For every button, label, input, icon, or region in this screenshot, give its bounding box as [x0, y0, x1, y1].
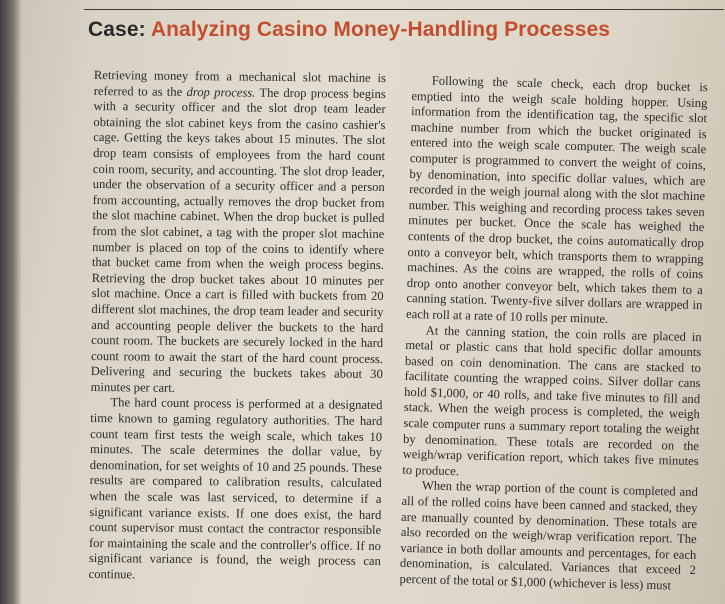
left-column	[89, 68, 386, 586]
page-binding-shadow	[0, 0, 22, 604]
case-label: Case:	[88, 18, 151, 41]
paragraph-text: Retrieving money from a mechanical slot machine is referred to as the	[93, 68, 386, 99]
paragraph-canning-station: At the canning station, the coin rolls are placed in metal or plastic cans that hold specific dollar amounts based on coin denomination. The cans are stacked to facilitate counting the wrapped coins. Silver dollar cans hold $1,000, or 40 rolls, and take five minutes to fill and stack. When the weigh process is completed, the weigh scale computer runs a summary report totaling the weight by denomination. These totals are recorded on the weigh/wrap verification report, which takes five minutes to produce.	[402, 322, 702, 479]
paragraph-text: The drop process begins with a security officer and the slot drop team leader obtaining the slot cabinet keys from the casino cashier's cage. Getting the keys takes about 15 minutes. The slot drop team consists of employees from the hard count coin room, security, and accounting. The slot drop leader, under the observation of a security officer and a person from accounting, actually removes the drop bucket from the slot machine cabinet. When the drop bucket is pulled from the slot cabinet, a tag with the proper slot machine number is placed on top of the coins to identify where that bucket came from when the weigh process begins. Retrieving the drop bucket takes about 10 minutes per slot machine. Once a cart is filled with buckets from 20 different slot machines, the drop team leader and security and accounting people deliver the buckets to the hard count room. The buckets are securely locked in the hard count room to await the start of the hard count process. Delivering and securing the buckets takes about 30 minutes per cart.	[90, 85, 386, 395]
right-column	[399, 73, 707, 595]
paragraph-hard-count: The hard count process is performed at a designated time known to gaming regulatory authorities. The hard count team first tests the weigh scale, which takes 10 minutes. The scale determines the dollar value, by denomination, for set weights of 10 and 25 pounds. These results are compared to calibration results, calculated when the scale was last serviced, to determine if a significant variance exists. If one does exist, the hard count supervisor must contact the contractor responsible for maintaining the scale and the controller's office. If no significant variance is found, the weigh process can continue.	[88, 395, 383, 582]
paragraph-wrap-count: When the wrap portion of the count is completed and all of the rolled coins have been canned and stacked, they are manually counted by denomination. These totals are also recorded on the weigh/wrap verification report. The variance in both dollar amounts and percentages, for each denomination, is calculated. Variances that exceed 2 percent of the total or $1,000 (whichever is less) must	[399, 478, 699, 593]
header-rule	[84, 9, 724, 10]
case-title	[88, 18, 610, 42]
emphasis-term: drop process.	[186, 84, 256, 100]
paragraph-drop-process	[91, 68, 386, 399]
paragraph-weigh-process: Following the scale check, each drop bucket is emptied into the weigh scale holding hopper. Using information from the identification tag, the specific slot machine number from which the bucket originated is entered into the weigh scale computer. The weigh scale computer is programmed to convert the weight of coins, by denomination, into specific dollar values, which are recorded in the weigh journal along with the slot machine number. This weighing and recording process takes seven minutes per bucket. Once the scale has weighed the contents of the drop bucket, the coins automatically drop onto a conveyor belt, which transports them to wrapping machines. As the coins are wrapped, the rolls of coins drop onto another conveyor belt, which takes them to a canning station. Twenty-five silver dollars are wrapped in each roll at a rate of 10 rolls per minute.	[405, 73, 708, 326]
case-name: Analyzing Casino Money-Handling Processes	[150, 18, 611, 41]
